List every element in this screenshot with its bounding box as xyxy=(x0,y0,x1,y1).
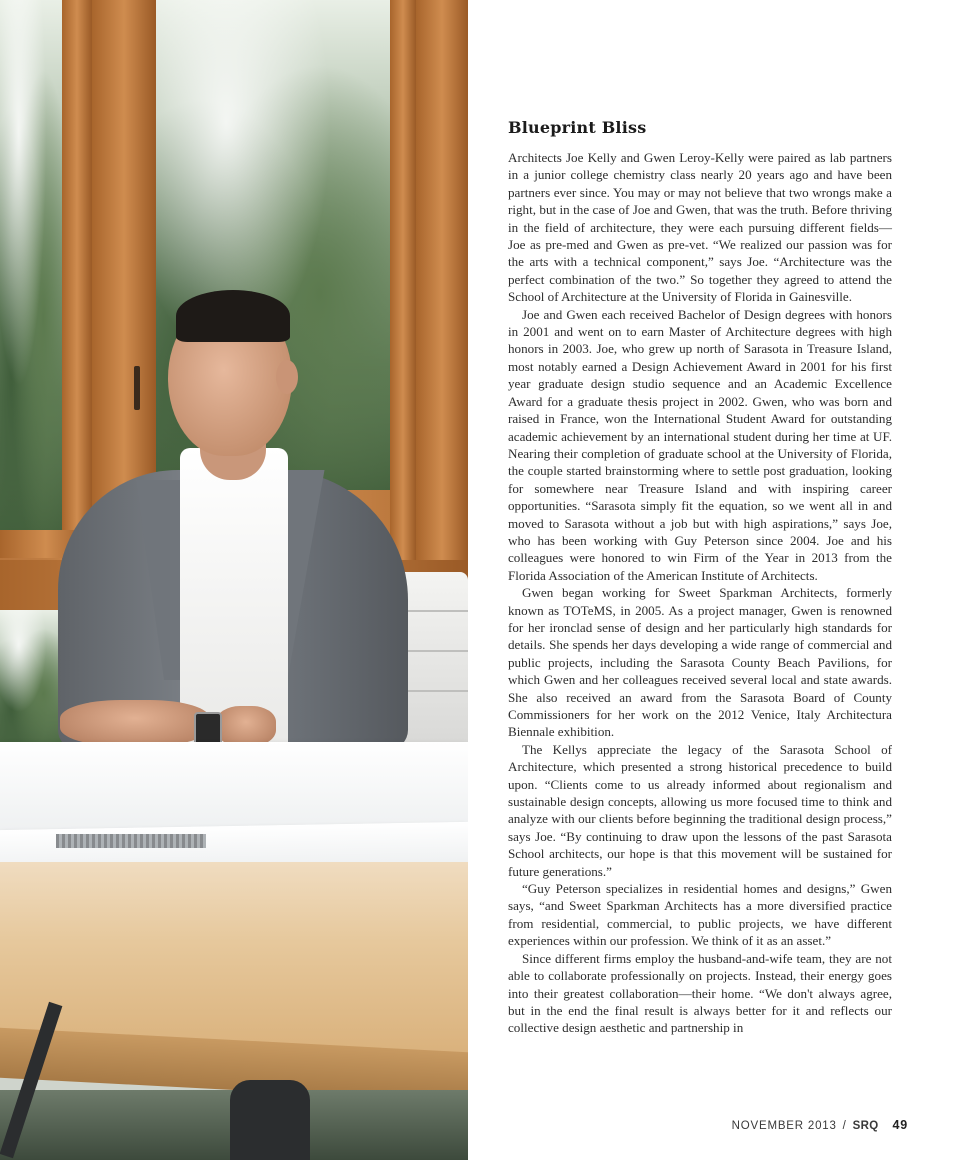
article-paragraph: Gwen began working for Sweet Sparkman Architects, formerly known as TOTeMS, in 2005. As a project manager, Gwen is renowned for her ironclad sense of design and her particularly high standards for details. She spends her days developing a wide range of commercial and public projects, including the Sarasota County Beach Pavilions, for which Gwen and her colleagues received several local and state awards. She also received an award from the Sarasota Board of County Commissioners for her work on the 2012 Venice, Italy Architectura Biennale exhibition. xyxy=(508,585,892,740)
magazine-name: SRQ xyxy=(852,1120,879,1132)
article-paragraph: Since different firms employ the husband-and-wife team, they are not able to collaborate professionally on projects. Instead, their energy goes into their greatest collaboration—their home. “We don't always agree, but in the end the final result is always better for it and reflects our collective design aesthetic and partnership in xyxy=(508,950,892,1036)
folio-separator: / xyxy=(842,1120,847,1132)
article-paragraph: Joe and Gwen each received Bachelor of Design degrees with honors in 2001 and went on to earn Master of Architecture degrees with high honors in 2003. Joe, who grew up north of Sarasota in Treasure Island, most notably earned a Design Achievement Award in 2001 for his first year graduate design studio sequence and an Academic Excellence Award for a graduate thesis project in 2002. Gwen, who was born and raised in France, won the International Student Award for outstanding academic achievement by an international student during her time at UF. Nearing their completion of graduate school at the University of Florida, the couple started brainstorming where to settle post graduation, looking for somewhere near Treasure Island and with inspiring career opportunities. “Sarasota simply fit the equation, so we went all in and moved to Sarasota without a job but with high aspirations,” says Joe, who has been working with Guy Peterson since 2004. Joe and his colleagues were honored to win Firm of the Year in 2013 from the Florida Association of the American Institute of Architects. xyxy=(508,306,892,583)
article-headline: Blueprint Bliss xyxy=(508,118,647,137)
article-paragraph: Architects Joe Kelly and Gwen Leroy-Kelly were paired as lab partners in a junior college chemistry class nearly 20 years ago and have been partners ever since. You may or may not believe that two wrongs make a right, but in the case of Joe and Gwen, that was the truth. Before thriving in the field of architecture, they were each pursuing different fields— Joe as pre-med and Gwen as pre-vet. “We realized our passion was for the arts with a technical component,” says Joe. “Architecture was the perfect combination of the two.” So together they agreed to attend the School of Architecture at the University of Florida in Gainesville. xyxy=(508,150,892,305)
article-body xyxy=(508,118,892,1037)
issue-date: NOVEMBER 2013 xyxy=(731,1120,837,1132)
article-paragraph: The Kellys appreciate the legacy of the Sarasota School of Architecture, which presented a strong historical precedence to build upon. “Clients come to us already informed about regionalism and sustainable design concepts, allowing us more focused time to think and analyze with our clients before beginning the traditional design process,” says Joe. “By continuing to draw upon the lessons of the past Sarasota School architects, our hope is that this movement will be sustained for future generations.” xyxy=(508,741,892,879)
portrait-photo xyxy=(0,0,468,1160)
page-number: 49 xyxy=(892,1118,908,1132)
page-folio xyxy=(732,1118,908,1132)
article-paragraph: “Guy Peterson specializes in residential homes and designs,” Gwen says, “and Sweet Sparkman Architects has a more diversified practice from residential, commercial, to public projects, we have different experiences within our profession. We think of it as an asset.” xyxy=(508,881,892,949)
